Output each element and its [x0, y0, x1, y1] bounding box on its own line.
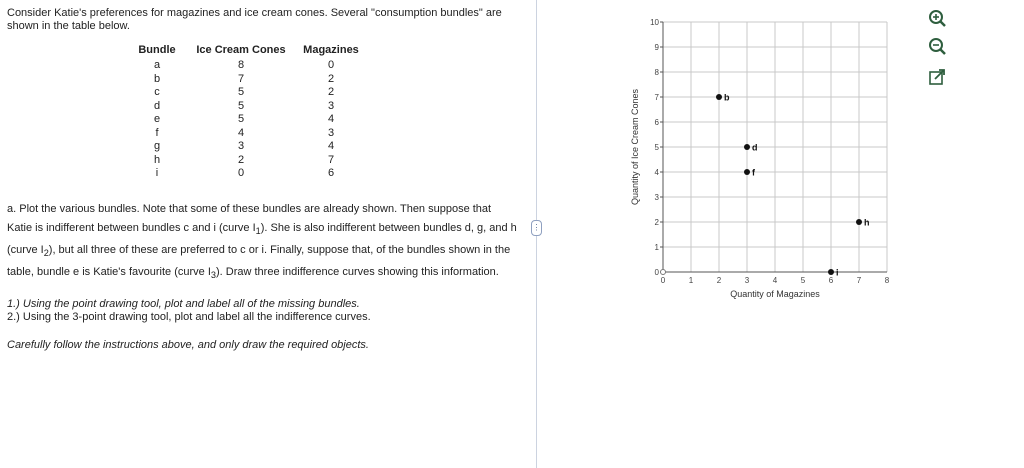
intro-text: Consider Katie's preferences for magazines and ice cream cones. Several "consumption bundles" are shown in the table below. — [7, 7, 502, 32]
bundle-cell: g — [153, 140, 161, 152]
open-external-icon — [926, 66, 948, 88]
bundle-cell: e — [153, 113, 161, 125]
origin-marker — [661, 270, 666, 275]
point-label-h: h — [864, 217, 870, 228]
header-bundle: Bundle — [138, 44, 176, 56]
table-row — [128, 86, 366, 100]
table-row — [128, 113, 366, 127]
table-row — [128, 127, 366, 141]
steps-list — [7, 298, 371, 324]
y-tick-label: 0 — [654, 268, 659, 277]
table-row — [128, 73, 366, 87]
y-tick-label: 6 — [654, 118, 659, 127]
y-tick-label: 4 — [654, 168, 659, 177]
x-axis-label: Quantity of Magazines — [730, 289, 820, 299]
mags-cell: 2 — [327, 72, 335, 85]
point-label-d: d — [752, 142, 758, 153]
mags-cell: 7 — [327, 153, 335, 166]
x-tick-label: 5 — [800, 276, 806, 285]
bundles-table — [128, 44, 366, 181]
zoom-in-icon — [926, 8, 948, 30]
y-tick-label: 10 — [650, 18, 659, 27]
table-row — [128, 167, 366, 181]
x-tick-label: 3 — [744, 276, 750, 285]
part-a-s3: ), but all three of these are preferred to c or i. Finally, suppose that, of the bundles shown in the table, bundle e is Katie's favourite (curve I — [7, 244, 511, 279]
part-a-s4: ). Draw three indifference curves showing this information. — [215, 266, 499, 279]
zoom-in-button[interactable] — [926, 8, 948, 30]
bundle-cell: f — [155, 126, 159, 139]
y-tick-label: 5 — [654, 143, 659, 152]
table-row — [128, 59, 366, 73]
mags-cell: 3 — [327, 99, 335, 112]
point-i[interactable] — [828, 269, 834, 275]
cones-cell: 0 — [237, 167, 245, 179]
point-label-f: f — [752, 167, 755, 178]
bundle-cell: h — [153, 153, 161, 166]
zoom-out-icon — [926, 36, 948, 58]
bundle-cell: c — [154, 86, 160, 98]
cones-cell: 5 — [237, 99, 245, 112]
point-b[interactable] — [716, 94, 722, 100]
bundle-cell: i — [155, 167, 159, 179]
part-a-s2: ). She is also indifferent between bundles d, g, and h (curve I — [7, 222, 517, 257]
x-tick-label: 8 — [884, 276, 890, 285]
mags-cell: 3 — [327, 126, 335, 139]
y-tick-label: 1 — [654, 243, 659, 252]
x-tick-label: 1 — [688, 276, 694, 285]
step-two: 2.) Using the 3-point drawing tool, plot and label all the indifference curves. — [7, 311, 371, 323]
y-tick-label: 7 — [654, 93, 659, 102]
graph-canvas[interactable] — [620, 10, 920, 310]
mags-cell: 4 — [327, 113, 335, 125]
bundle-cell: a — [153, 59, 161, 71]
cones-cell: 5 — [237, 86, 245, 98]
cones-cell: 4 — [237, 126, 245, 139]
header-magazines: Magazines — [303, 44, 359, 56]
table-row — [128, 100, 366, 114]
part-a-text — [7, 200, 519, 286]
step-one: 1.) Using the point drawing tool, plot and label all of the missing bundles. — [7, 298, 360, 310]
part-a-s1: a. Plot the various bundles. Note that some of these bundles are already shown. Then suppose that Katie is indifferent between bundles c and i (curve I — [7, 203, 492, 234]
x-tick-label: 2 — [716, 276, 722, 285]
zoom-out-button[interactable] — [926, 36, 948, 58]
splitter-handle[interactable]: ⋮ — [531, 220, 542, 236]
mags-cell: 0 — [327, 59, 335, 71]
y-tick-label: 9 — [654, 43, 659, 52]
x-tick-label: 4 — [772, 276, 778, 285]
cones-cell: 7 — [237, 72, 245, 85]
header-ice-cream: Ice Cream Cones — [196, 44, 286, 56]
mags-cell: 6 — [327, 167, 335, 179]
cones-cell: 2 — [237, 153, 245, 166]
y-tick-label: 8 — [654, 68, 659, 77]
subscript-2: 2 — [43, 248, 49, 259]
mags-cell: 4 — [327, 140, 335, 152]
cones-cell: 5 — [237, 113, 245, 125]
point-d[interactable] — [744, 144, 750, 150]
x-tick-label: 0 — [660, 276, 666, 285]
point-h[interactable] — [856, 219, 862, 225]
table-row — [128, 154, 366, 168]
cones-cell: 3 — [237, 140, 245, 152]
bundle-cell: b — [153, 72, 161, 85]
cones-cell: 8 — [237, 59, 245, 71]
table-row — [128, 140, 366, 154]
open-external-button[interactable] — [926, 66, 948, 88]
point-label-i: i — [836, 267, 839, 278]
instruction-note: Carefully follow the instructions above, and only draw the required objects. — [7, 339, 369, 351]
point-f[interactable] — [744, 169, 750, 175]
y-axis-label: Quantity of Ice Cream Cones — [630, 88, 640, 206]
mags-cell: 2 — [327, 86, 335, 98]
bundle-cell: d — [153, 99, 161, 112]
x-tick-label: 7 — [856, 276, 862, 285]
y-tick-label: 3 — [654, 193, 659, 202]
y-tick-label: 2 — [654, 218, 659, 227]
point-label-b: b — [724, 92, 730, 103]
subscript-1: 1 — [255, 226, 261, 237]
x-tick-label: 6 — [828, 276, 834, 285]
subscript-3: 3 — [210, 270, 216, 281]
